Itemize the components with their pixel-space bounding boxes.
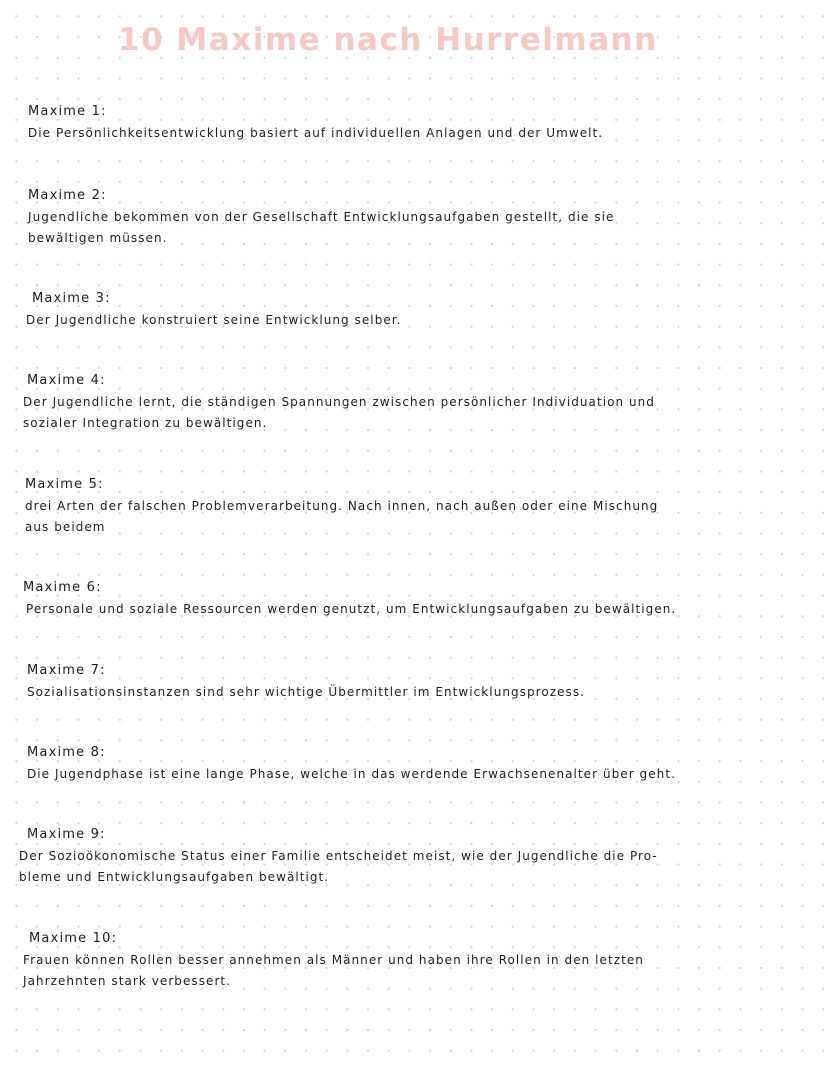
maxime-1 <box>28 102 818 144</box>
maxime-heading: Maxime 5: <box>25 477 104 492</box>
maxime-text-line: Der Jugendliche konstruiert seine Entwicklung selber. <box>26 313 402 327</box>
maxime-text <box>27 682 817 703</box>
maxime-text-line: drei Arten der falschen Problemverarbeitung. Nach innen, nach außen oder eine Mischung <box>25 499 659 513</box>
maxime-text <box>27 764 817 785</box>
maxime-text-line: bewältigen müssen. <box>28 231 168 245</box>
maxime-heading: Maxime 10: <box>29 931 118 946</box>
maxime-heading: Maxime 3: <box>32 291 111 306</box>
maxime-3 <box>26 289 822 331</box>
maxime-8 <box>27 743 817 785</box>
maxime-2 <box>28 186 818 249</box>
maxime-text-line: Die Jugendphase ist eine lange Phase, welche in das werdende Erwachsenenalter über geht. <box>27 767 676 781</box>
maxime-10 <box>23 929 819 992</box>
maxime-6 <box>23 578 813 620</box>
maxime-text-line: Sozialisationsinstanzen sind sehr wichtige Übermittler im Entwicklungsprozess. <box>27 685 586 699</box>
page-title: 10 Maxime nach Hurrelmann <box>118 22 658 58</box>
maxime-heading: Maxime 1: <box>28 104 107 119</box>
maxime-text-line: sozialer Integration zu bewältigen. <box>23 416 268 430</box>
maxime-5 <box>25 475 815 538</box>
maxime-text-line: Der Sozioökonomische Status einer Familie entscheidet meist, wie der Jugendliche die Pro- <box>19 849 658 863</box>
maxime-text <box>25 496 815 538</box>
maxime-heading: Maxime 7: <box>27 663 106 678</box>
maxime-text-line: Personale und soziale Ressourcen werden genutzt, um Entwicklungsaufgaben zu bewältigen. <box>26 602 677 616</box>
maxime-heading: Maxime 8: <box>27 745 106 760</box>
maxime-text-line: Frauen können Rollen besser annehmen als Männer und haben ihre Rollen in den letzten <box>23 953 644 967</box>
maxime-text <box>23 950 819 992</box>
maxime-text-line: aus beidem <box>25 520 106 534</box>
maxime-9 <box>19 825 817 888</box>
maxime-text <box>26 599 813 620</box>
maxime-text <box>28 123 818 144</box>
maxime-text <box>28 207 818 249</box>
maxime-heading: Maxime 9: <box>27 827 106 842</box>
maxime-heading: Maxime 2: <box>28 188 107 203</box>
maxime-text-line: Jugendliche bekommen von der Gesellschaft Entwicklungsaufgaben gestellt, die sie <box>28 210 615 224</box>
maxime-4 <box>23 371 817 434</box>
maxime-text <box>19 846 817 888</box>
maxime-text-line: bleme und Entwicklungsaufgaben bewältigt. <box>19 870 330 884</box>
maxime-text <box>23 392 817 434</box>
maxime-text-line: Jahrzehnten stark verbessert. <box>23 974 232 988</box>
maxime-heading: Maxime 4: <box>27 373 106 388</box>
maxime-text-line: Der Jugendliche lernt, die ständigen Spannungen zwischen persönlicher Individuation und <box>23 395 655 409</box>
maxime-7 <box>27 661 817 703</box>
maxime-text <box>26 310 822 331</box>
maxime-heading: Maxime 6: <box>23 580 102 595</box>
maxime-text-line: Die Persönlichkeitsentwicklung basiert auf individuellen Anlagen und der Umwelt. <box>28 126 604 140</box>
